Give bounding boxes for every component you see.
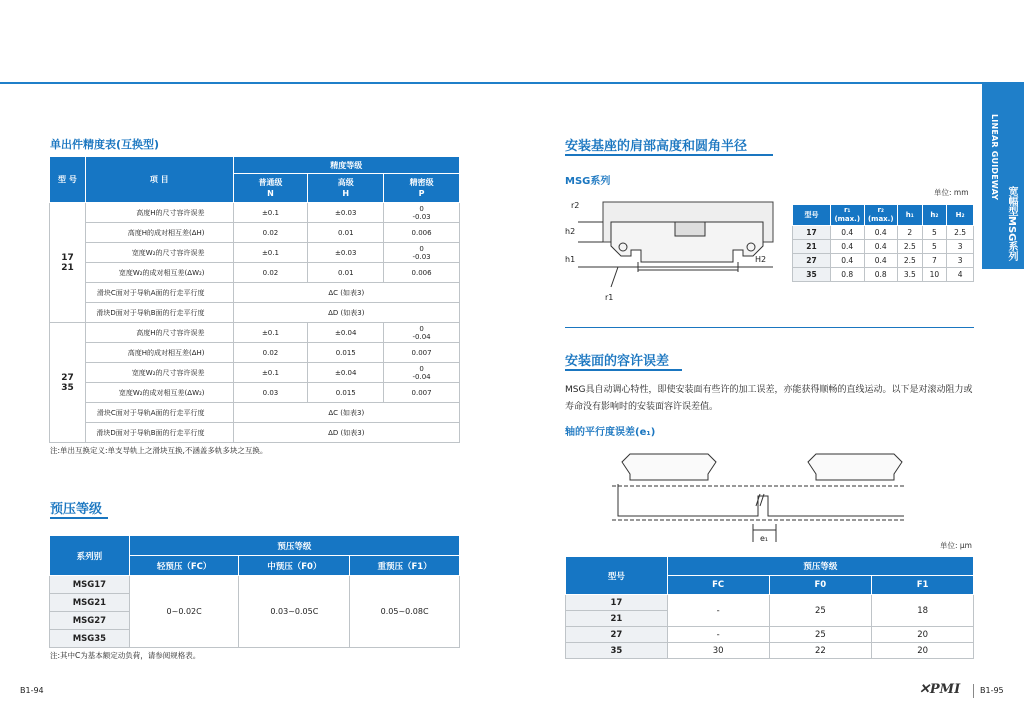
- th-fc: 轻预压（FC）: [129, 556, 239, 576]
- th-f0: F0: [769, 576, 872, 595]
- item-cell: 滑块D面对于导轨B面的行走平行度: [85, 303, 233, 323]
- fc-value: -: [667, 595, 769, 627]
- accuracy-table: [49, 156, 460, 443]
- table-cell: 5: [922, 240, 947, 254]
- value-cell-p: 0 -0.04: [384, 323, 460, 343]
- merged-value-cell: ΔD (如表3): [233, 303, 459, 323]
- merged-value-cell: ΔC (如表3): [233, 403, 459, 423]
- table-header: h₁: [898, 205, 923, 226]
- label-e1: e₁: [760, 534, 769, 543]
- th-fc: FC: [667, 576, 769, 595]
- f0-value: 25: [769, 627, 872, 643]
- model-cell: MSG17: [50, 576, 130, 594]
- model-cell: 17: [566, 595, 668, 611]
- value-cell-p: 0 -0.03: [384, 203, 460, 223]
- item-cell: 宽度W₂的成对相互差(ΔW₂): [85, 263, 233, 283]
- table-header: r₂ (max.): [864, 205, 898, 226]
- table-row: [50, 263, 460, 283]
- th-item: 项 目: [85, 157, 233, 203]
- model-cell: MSG27: [50, 612, 130, 630]
- table-cell: 0.4: [864, 226, 898, 240]
- value-cell-p: 0.007: [384, 343, 460, 363]
- title-underline: [565, 369, 682, 371]
- item-cell: 滑块C面对于导轨A面的行走平行度: [85, 283, 233, 303]
- value-cell-h: 0.01: [308, 263, 384, 283]
- pmi-logo: ✕PMI: [919, 682, 961, 697]
- f1-value: 20: [872, 627, 974, 643]
- table-cell: 7: [922, 254, 947, 268]
- shoulder-diagram: [563, 192, 778, 307]
- label-h2: h2: [565, 227, 576, 236]
- value-cell-p: 0.006: [384, 223, 460, 243]
- f0-value: 22: [769, 643, 872, 659]
- f1-value: 18: [872, 595, 974, 627]
- table-header: 型号: [793, 205, 831, 226]
- table-cell: 2.5: [947, 226, 974, 240]
- table-cell: 4: [947, 268, 974, 282]
- value-cell-p: 0 -0.04: [384, 363, 460, 383]
- label-H2: H2: [755, 255, 767, 264]
- shoulder-table: [792, 204, 974, 282]
- table-row: [50, 403, 460, 423]
- model-cell: 27 35: [50, 323, 86, 443]
- item-cell: 滑块D面对于导轨B面的行走平行度: [85, 423, 233, 443]
- note-c: 注:其中C为基本额定动负荷，请参阅规格表。: [50, 651, 201, 660]
- value-cell-p: 0.006: [384, 263, 460, 283]
- value-cell-h: ±0.04: [308, 323, 384, 343]
- th-grade: 精度等级: [233, 157, 459, 174]
- th-model: 型号: [566, 557, 668, 595]
- top-rule: [0, 82, 1024, 84]
- table-cell: 17: [793, 226, 831, 240]
- section-title-accuracy: 单出件精度表(互换型): [50, 138, 160, 151]
- chapter-cn: 宽幅型MSG系列: [1006, 186, 1017, 262]
- table-header: h₂: [922, 205, 947, 226]
- table-cell: 5: [922, 226, 947, 240]
- item-cell: 宽度W₂的尺寸容许误差: [85, 243, 233, 263]
- value-cell-h: 0.015: [308, 343, 384, 363]
- th-model: 型 号: [50, 157, 86, 203]
- label-r1: r1: [605, 293, 614, 302]
- value-cell-p: 0 -0.03: [384, 243, 460, 263]
- table-cell: 3: [947, 240, 974, 254]
- table-row: [50, 223, 460, 243]
- fc-value: 0~0.02C: [129, 576, 239, 648]
- item-cell: 高度H的成对相互差(ΔH): [85, 223, 233, 243]
- f1-value: 20: [872, 643, 974, 659]
- section-title-tolerance: 安装面的容许误差: [565, 354, 670, 369]
- th-normal: 普通级 N: [233, 174, 308, 203]
- value-cell-n: 0.02: [233, 263, 308, 283]
- table-header: H₂: [947, 205, 974, 226]
- table-row: [793, 226, 974, 240]
- item-cell: 高度H的成对相互差(ΔH): [85, 343, 233, 363]
- page-number-right: B1-95: [980, 686, 1004, 695]
- table-cell: 0.4: [830, 254, 864, 268]
- unit-mm: 单位: mm: [934, 188, 969, 197]
- table-cell: 3.5: [898, 268, 923, 282]
- footer-divider: [973, 684, 974, 698]
- item-cell: 滑块C面对于导轨A面的行走平行度: [85, 403, 233, 423]
- value-cell-n: 0.02: [233, 343, 308, 363]
- model-cell: 27: [566, 627, 668, 643]
- value-cell-h: ±0.04: [308, 363, 384, 383]
- table-row: [50, 423, 460, 443]
- merged-value-cell: ΔC (如表3): [233, 283, 459, 303]
- table-row: [50, 323, 460, 343]
- merged-value-cell: ΔD (如表3): [233, 423, 459, 443]
- table-cell: 2.5: [898, 254, 923, 268]
- table-row: [50, 383, 460, 403]
- table-cell: 2.5: [898, 240, 923, 254]
- model-cell: MSG21: [50, 594, 130, 612]
- value-cell-n: 0.02: [233, 223, 308, 243]
- table-row: [793, 240, 974, 254]
- model-cell: 21: [566, 611, 668, 627]
- table-cell: 2: [898, 226, 923, 240]
- section-title-preload: 预压等级: [50, 502, 103, 517]
- value-cell-p: 0.007: [384, 383, 460, 403]
- item-cell: 宽度W₂的尺寸容许误差: [85, 363, 233, 383]
- value-cell-n: ±0.1: [233, 363, 308, 383]
- fc-value: 30: [667, 643, 769, 659]
- table-row: [50, 363, 460, 383]
- table-row: [793, 268, 974, 282]
- page-number-left: B1-94: [20, 686, 44, 695]
- f1-value: 0.05~0.08C: [350, 576, 460, 648]
- f0-value: 25: [769, 595, 872, 627]
- value-cell-n: ±0.1: [233, 243, 308, 263]
- value-cell-h: ±0.03: [308, 203, 384, 223]
- th-f1: F1: [872, 576, 974, 595]
- unit-um: 单位: μm: [940, 541, 972, 550]
- th-f0: 中预压（F0）: [239, 556, 350, 576]
- value-cell-h: 0.01: [308, 223, 384, 243]
- parallelism-diagram: [608, 446, 908, 548]
- value-cell-h: ±0.03: [308, 243, 384, 263]
- tolerance-description: MSG具自动调心特性，即使安装面有些许的加工误差，亦能获得顺畅的直线运动。以下是对滚动阻力或寿命没有影响时的安装面容许误差值。: [565, 385, 973, 412]
- table-row: [50, 343, 460, 363]
- table-cell: 21: [793, 240, 831, 254]
- table-row: [793, 254, 974, 268]
- value-cell-n: 0.03: [233, 383, 308, 403]
- table-cell: 27: [793, 254, 831, 268]
- table-cell: 3: [947, 254, 974, 268]
- note-interchange: 注:单出互换定义:单支导轨上之滑块互换,不涵盖多轨多块之互换。: [50, 446, 268, 455]
- title-underline: [565, 154, 773, 156]
- label-h1: h1: [565, 255, 576, 264]
- value-cell-n: ±0.1: [233, 203, 308, 223]
- table-row: [50, 203, 460, 223]
- table-cell: 0.4: [864, 254, 898, 268]
- item-cell: 高度H的尺寸容许误差: [85, 203, 233, 223]
- th-f1: 重预压（F1）: [350, 556, 460, 576]
- table-cell: 0.4: [830, 226, 864, 240]
- table-header: r₁ (max.): [830, 205, 864, 226]
- table-cell: 10: [922, 268, 947, 282]
- item-cell: 高度H的尺寸容许误差: [85, 323, 233, 343]
- table-cell: 0.8: [864, 268, 898, 282]
- title-underline: [50, 517, 108, 519]
- table-row: [50, 283, 460, 303]
- f0-value: 0.03~0.05C: [239, 576, 350, 648]
- th-high: 高级 H: [308, 174, 384, 203]
- value-cell-n: ±0.1: [233, 323, 308, 343]
- item-cell: 宽度W₂的成对相互差(ΔW₂): [85, 383, 233, 403]
- th-series: 系列别: [50, 536, 130, 576]
- chapter-tab: [982, 84, 1024, 269]
- table-row: [50, 303, 460, 323]
- th-precision: 精密级 P: [384, 174, 460, 203]
- table-row: [50, 243, 460, 263]
- subsection-parallelism: 轴的平行度误差(e₁): [565, 427, 656, 438]
- msg-series-label: MSG系列: [565, 176, 611, 187]
- model-cell: 35: [566, 643, 668, 659]
- table-cell: 35: [793, 268, 831, 282]
- parallelism-table: [565, 556, 974, 659]
- section-title-shoulder: 安装基座的肩部高度和圆角半径: [565, 139, 748, 154]
- model-cell: 17 21: [50, 203, 86, 323]
- table-cell: 0.8: [830, 268, 864, 282]
- fc-value: -: [667, 627, 769, 643]
- th-preload-grade: 预压等级: [129, 536, 459, 556]
- label-r2: r2: [571, 201, 580, 210]
- table-cell: 0.4: [864, 240, 898, 254]
- th-preload-grade: 预压等级: [667, 557, 973, 576]
- value-cell-h: 0.015: [308, 383, 384, 403]
- model-cell: MSG35: [50, 630, 130, 648]
- preload-table: [49, 535, 460, 648]
- section-divider: [565, 327, 974, 328]
- table-cell: 0.4: [830, 240, 864, 254]
- chapter-en: LINEAR GUIDEWAY: [990, 114, 999, 201]
